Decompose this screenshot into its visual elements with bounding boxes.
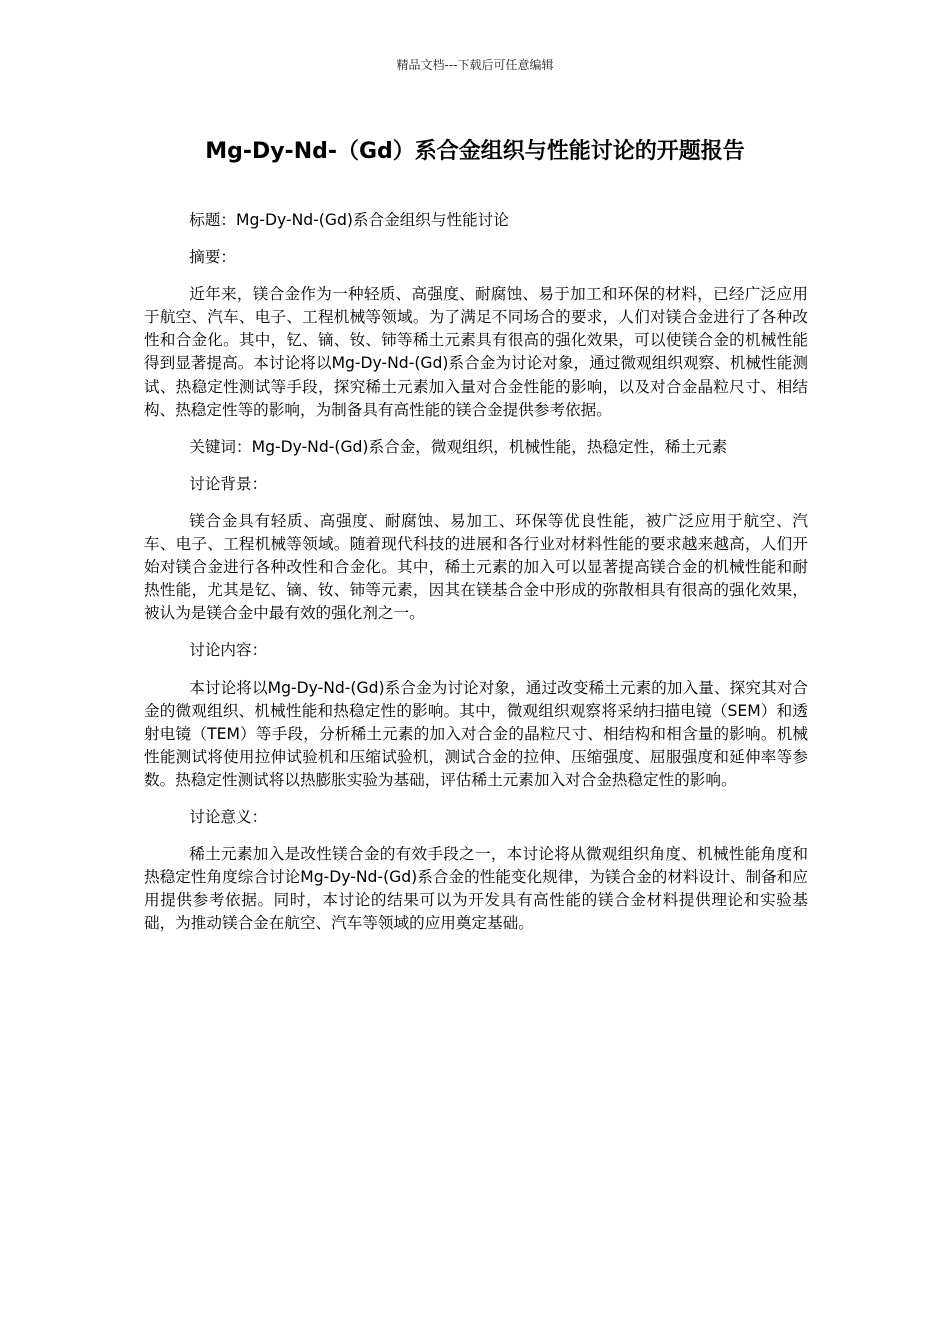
document-body xyxy=(144,209,808,949)
content-paragraph: 本讨论将以Mg-Dy-Nd-(Gd)系合金为讨论对象，通过改变稀土元素的加入量、探究其对合金的微观组织、机械性能和热稳定性的影响。其中，微观组织观察将采纳扫描电镜（SEM）和透射电镜（TEM）等手段，分析稀土元素的加入对合金的晶粒尺寸、相结构和相含量的影响。机械性能测试将使用拉伸试验机和压缩试验机，测试合金的拉伸、压缩强度、屈服强度和延伸率等参数。热稳定性测试将以热膨胀实验为基础，评估稀土元素加入对合金热稳定性的影响。 xyxy=(144,678,808,789)
abstract-heading: 摘要： xyxy=(189,248,237,267)
background-paragraph: 镁合金具有轻质、高强度、耐腐蚀、易加工、环保等优良性能，被广泛应用于航空、汽车、电子、工程机械等领域。随着现代科技的进展和各行业对材料性能的要求越来越高，人们开始对镁合金进行各种改性和合金化。其中，稀土元素的加入可以显著提高镁合金的机械性能和耐热性能，尤其是钇、镝、钕、铈等元素，因其在镁基合金中形成的弥散相具有很高的强化效果，被认为是镁合金中最有效的强化剂之一。 xyxy=(144,511,808,623)
background-heading: 讨论背景： xyxy=(189,474,268,493)
abstract-paragraph: 近年来，镁合金作为一种轻质、高强度、耐腐蚀、易于加工和环保的材料，已经广泛应用于航空、汽车、电子、工程机械等领域。为了满足不同场合的要求，人们对镁合金进行了各种改性和合金化。其中，钇、镝、钕、铈等稀土元素具有很高的强化效果，可以使镁合金的机械性能得到显著提高。本讨论将以Mg-Dy-Nd-(Gd)系合金为讨论对象，通过微观组织观察、机械性能测试、热稳定性测试等手段，探究稀土元素加入量对合金性能的影响，以及对合金晶粒尺寸、相结构、热稳定性等的影响，为制备具有高性能的镁合金提供参考依据。 xyxy=(144,285,808,419)
header-note: 精品文档---下载后可任意编辑 xyxy=(396,58,554,72)
significance-heading: 讨论意义： xyxy=(189,807,268,826)
subject-line: 标题：Mg-Dy-Nd-(Gd)系合金组织与性能讨论 xyxy=(189,211,509,229)
keywords-line: 关键词：Mg-Dy-Nd-(Gd)系合金，微观组织，机械性能，热稳定性，稀土元素 xyxy=(189,437,728,456)
document-title: Mg-Dy-Nd-（Gd）系合金组织与性能讨论的开题报告 xyxy=(205,139,745,164)
content-heading: 讨论内容： xyxy=(189,641,268,660)
significance-paragraph: 稀土元素加入是改性镁合金的有效手段之一，本讨论将从微观组织角度、机械性能角度和热稳定性角度综合讨论Mg-Dy-Nd-(Gd)系合金的性能变化规律，为镁合金的材料设计、制备和应用提供参考依据。同时，本讨论的结果可以为开发具有高性能的镁合金材料提供理论和实验基础，为推动镁合金在航空、汽车等领域的应用奠定基础。 xyxy=(144,845,808,933)
